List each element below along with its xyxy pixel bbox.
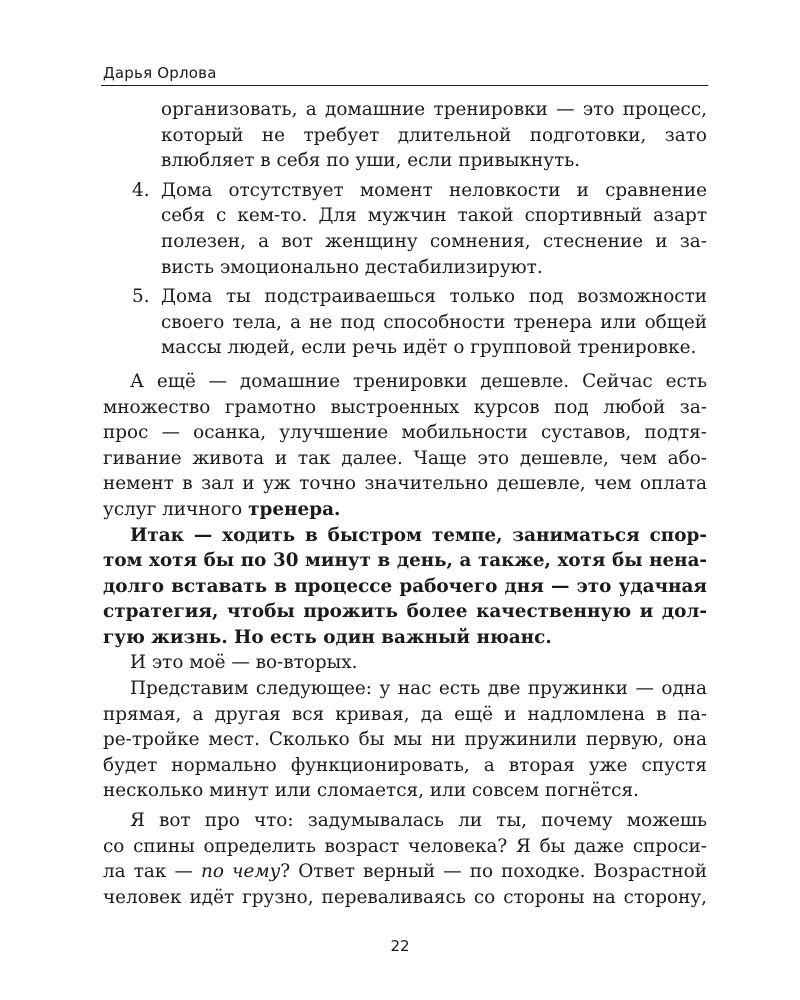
paragraph-cheaper (103, 369, 707, 523)
text-line: организовать, а домашние тренировки — это процесс, (161, 99, 707, 120)
text-line: полезен, а вот женщину сомнения, стеснение и за- (161, 230, 707, 252)
text-line (103, 859, 707, 885)
list-item-continuation (103, 97, 707, 174)
list-number: 4. (132, 179, 150, 201)
text-line: стратегия, чтобы прожить более качественную и дол- (103, 601, 707, 623)
body-text (103, 97, 707, 910)
text-line: долго вставать в процессе рабочего дня — это удачная (103, 575, 707, 597)
bold-text-run: тренера. (248, 498, 341, 520)
text-line: массы людей, если речь идёт о групповой тренировке. (161, 337, 697, 359)
text-line: Дома отсутствует момент неловкости и сравнение (161, 179, 707, 201)
text-run: ? Ответ верный — по походке. Возрастной (280, 861, 707, 883)
text-line: который не требует длительной подготовки, зато (161, 124, 707, 146)
text-line: том хотя бы по 30 минут в день, а также, хотя бы нена- (103, 550, 707, 572)
text-line: висть эмоционально дестабилизируют. (161, 256, 543, 278)
text-line (103, 497, 707, 523)
text-line: ре-тройке мест. Сколько бы мы ни пружинили первую, она (103, 729, 707, 751)
list-number: 5. (132, 286, 150, 308)
paragraph-summary-bold (103, 523, 707, 651)
page-number: 22 (390, 937, 410, 955)
text-line: будет нормально функционировать, а вторая уже спустя (103, 754, 707, 776)
text-line: гую жизнь. Но есть один важный нюанс. (103, 626, 552, 648)
paragraph-secondly (103, 650, 707, 676)
text-run: ла так — (103, 861, 201, 883)
list-item-5 (103, 284, 707, 361)
text-line: со спины определить возраст человека? Я бы даже спроси- (103, 835, 707, 857)
text-line: несколько минут или сломается, или совсем погнётся. (103, 780, 639, 802)
text-line: немент в зал и уж точно значительно дешевле, чем оплата (103, 473, 707, 495)
text-line: И это моё — во-вторых. (130, 652, 358, 674)
paragraph-springs (103, 676, 707, 804)
text-line: гивание живота и так далее. Чаще это дешевле, чем або- (103, 447, 707, 469)
text-line: А ещё — домашние тренировки дешевле. Сейчас есть (130, 370, 707, 392)
text-line: множество грамотно выстроенных курсов под любой за- (103, 396, 707, 418)
running-head-author: Дарья Орлова (103, 64, 217, 82)
text-line: своего тела, а не под способности тренера или общей (161, 311, 707, 333)
text-line: Итак — ходить в быстром темпе, заниматься спор- (130, 524, 707, 546)
text-line: Я вот про что: задумывалась ли ты, почему можешь (130, 810, 707, 832)
header-rule (101, 85, 708, 86)
text-line: Дома ты подстраиваешься только под возможности (161, 286, 707, 308)
text-line: влюбляет в себя по уши, если привыкнуть. (161, 150, 581, 172)
list-item-4 (103, 178, 707, 280)
text-run: услуг личного (103, 498, 249, 520)
text-line: человек идёт грузно, переваливаясь со стороны на сторону, (103, 886, 707, 908)
text-line: прямая, а другая вся кривая, да ещё и надломлена в па- (103, 703, 707, 725)
text-line: Представим следующее: у нас есть две пружинки — одна (130, 678, 707, 700)
text-line: прос — осанка, улучшение мобильности суставов, подтя- (103, 422, 707, 444)
paragraph-age (103, 808, 707, 910)
text-line: себя с кем-то. Для мужчин такой спортивный азарт (161, 205, 707, 227)
italic-text-run: по чему (200, 861, 281, 883)
